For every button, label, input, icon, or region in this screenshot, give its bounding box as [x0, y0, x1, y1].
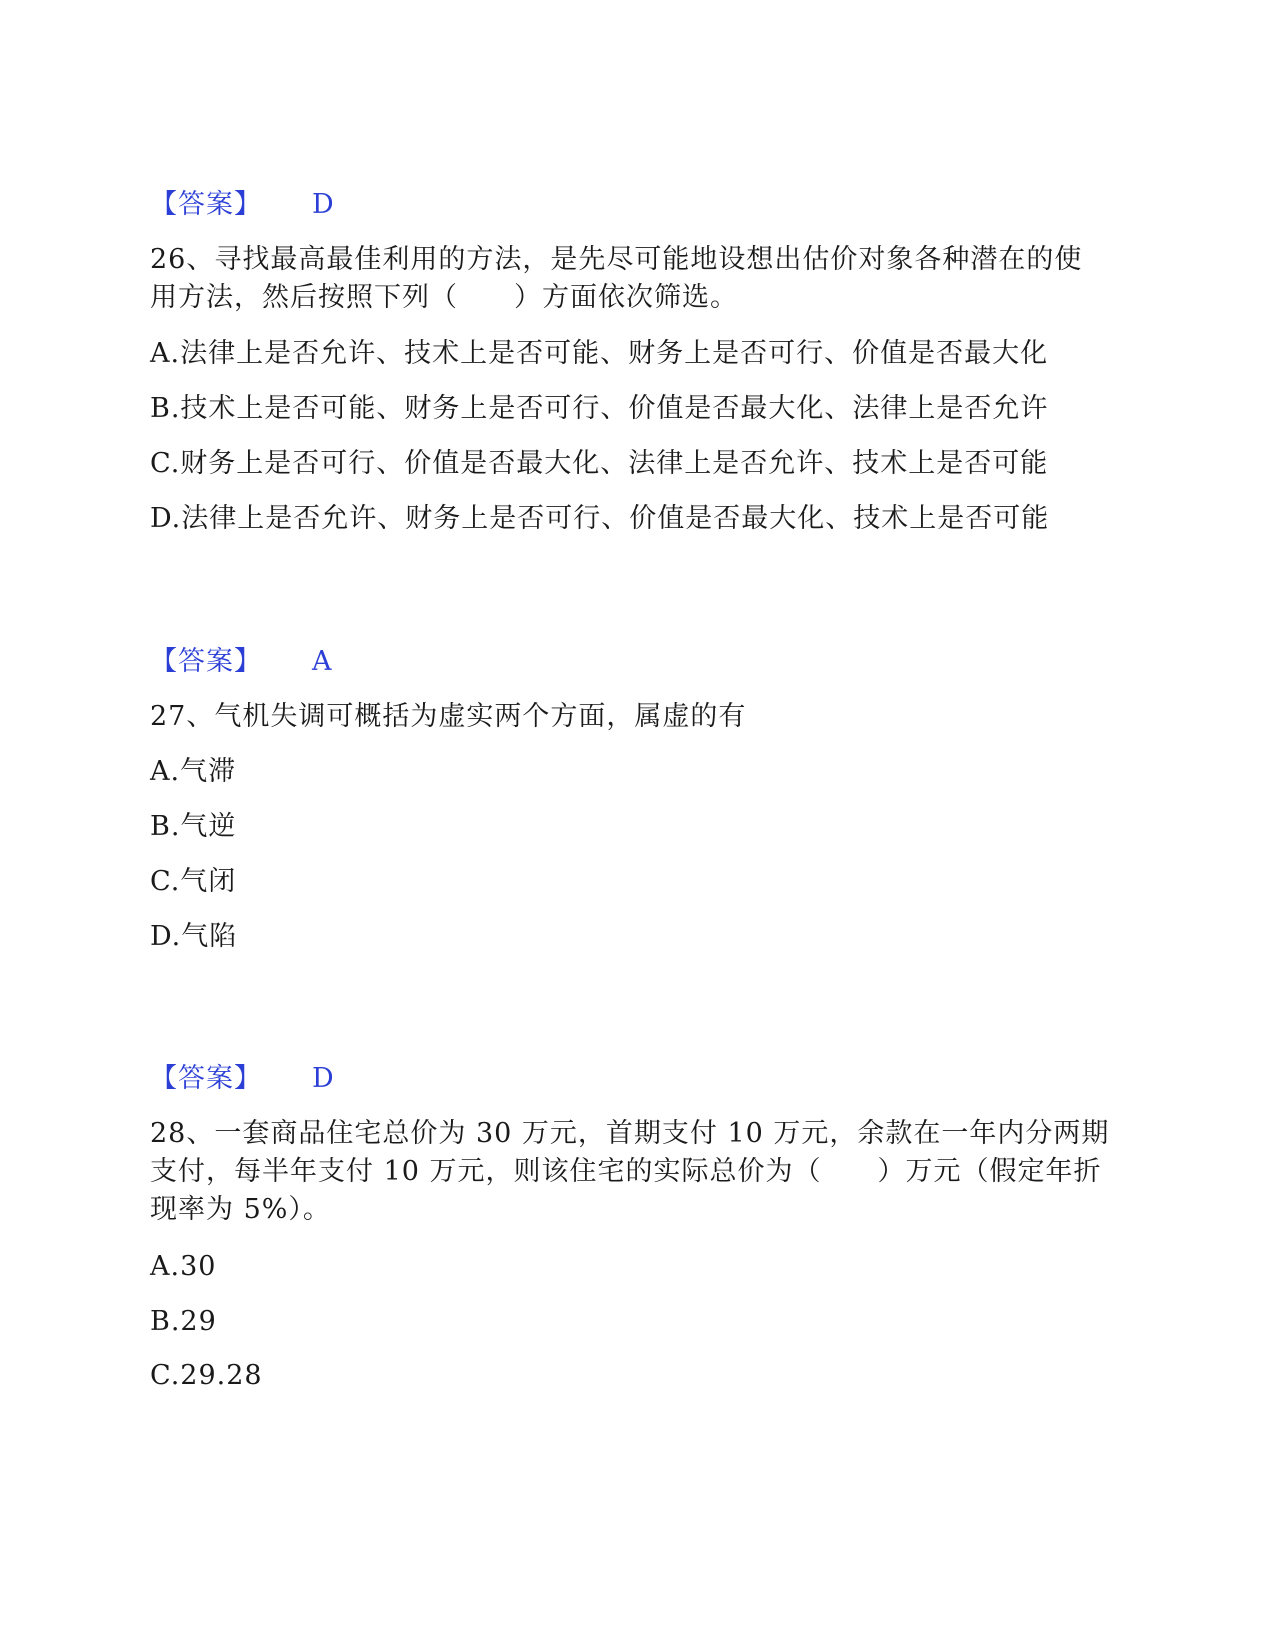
- question-26-option-a: A.法律上是否允许、技术上是否可能、财务上是否可行、价值是否最大化: [150, 338, 1049, 369]
- answer-label: 【答案】: [150, 646, 262, 677]
- question-26-option-b: B.技术上是否可能、财务上是否可行、价值是否最大化、法律上是否允许: [150, 393, 1049, 424]
- question-28-option-c: C.29.28: [150, 1360, 263, 1391]
- question-28-stem-line-1: 28、一套商品住宅总价为 30 万元，首期支付 10 万元，余款在一年内分两期: [150, 1118, 1110, 1149]
- question-27-option-c: C.气闭: [150, 866, 237, 897]
- answer-value: A: [312, 646, 333, 677]
- question-26-stem-line-2: 用方法，然后按照下列（ ）方面依次筛选。: [150, 282, 738, 313]
- question-27-option-d: D.气陷: [150, 921, 238, 952]
- question-27-option-a: A.气滞: [150, 756, 237, 787]
- answer-label: 【答案】: [150, 1063, 262, 1094]
- question-26-option-c: C.财务上是否可行、价值是否最大化、法律上是否允许、技术上是否可能: [150, 448, 1049, 479]
- question-26-option-d: D.法律上是否允许、财务上是否可行、价值是否最大化、技术上是否可能: [150, 503, 1050, 534]
- answer-value: D: [312, 1063, 335, 1094]
- answer-label: 【答案】: [150, 189, 262, 220]
- question-28-stem-line-2: 支付，每半年支付 10 万元，则该住宅的实际总价为（ ）万元（假定年折: [150, 1156, 1102, 1187]
- answer-line-q27: [150, 1060, 335, 1098]
- question-28-option-b: B.29: [150, 1306, 217, 1337]
- answer-line-q25: [150, 186, 335, 224]
- question-27-option-b: B.气逆: [150, 811, 237, 842]
- question-28-option-a: A.30: [150, 1251, 217, 1282]
- answer-line-q26: [150, 643, 333, 681]
- question-27-stem: 27、气机失调可概括为虚实两个方面，属虚的有: [150, 701, 747, 732]
- question-28-stem-line-3: 现率为 5%）。: [150, 1194, 331, 1225]
- answer-value: D: [312, 189, 335, 220]
- question-26-stem-line-1: 26、寻找最高最佳利用的方法，是先尽可能地设想出估价对象各种潜在的使: [150, 244, 1083, 275]
